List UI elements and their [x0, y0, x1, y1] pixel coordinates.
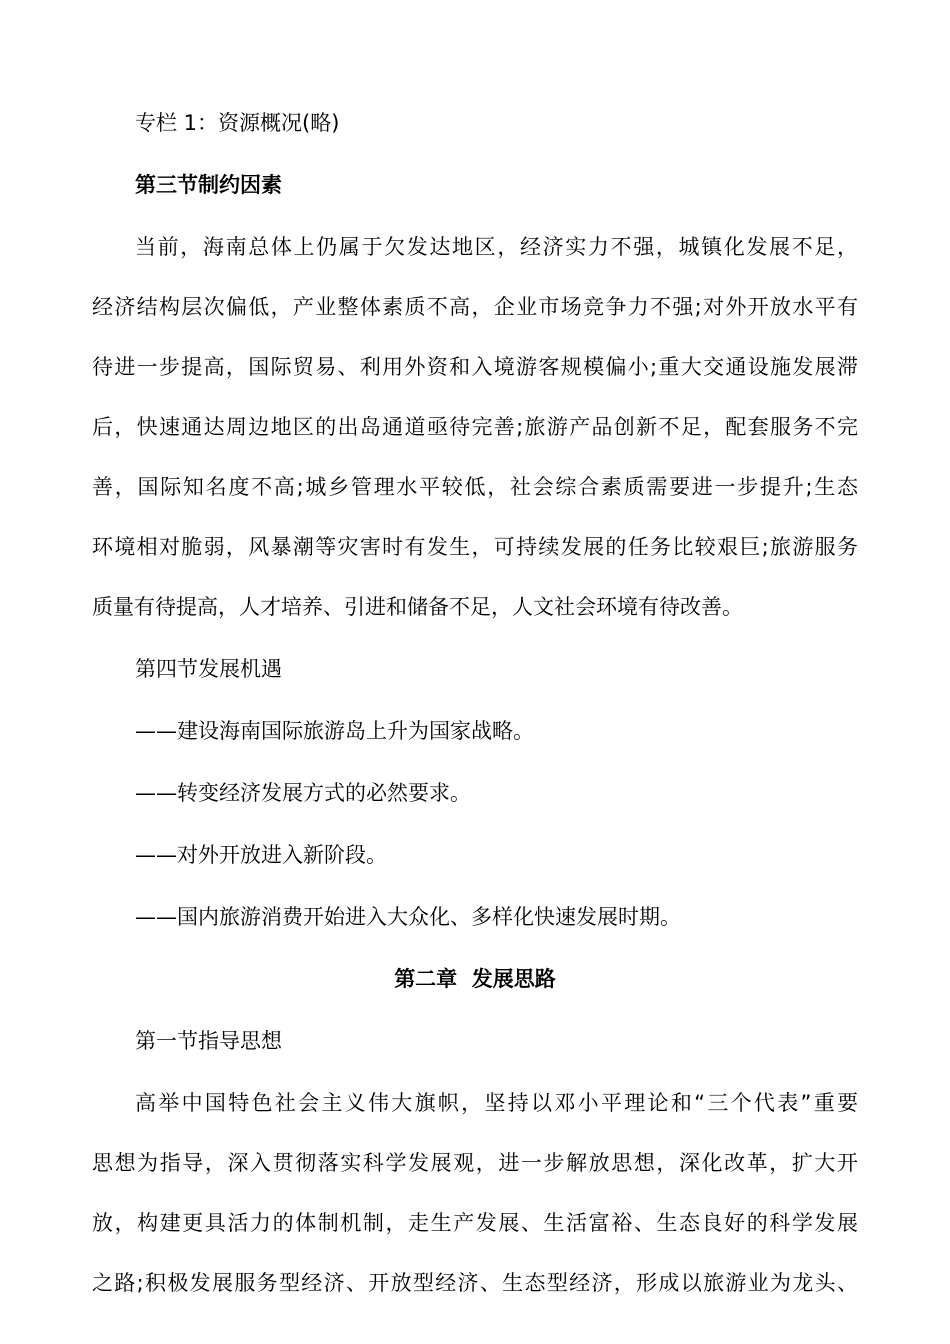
column-note: 专栏 1：资源概况(略)	[135, 111, 340, 135]
paragraph-line: 放，构建更具活力的体制机制，走生产发展、生活富裕、生态良好的科学发展	[92, 1211, 858, 1235]
opportunity-item: ——转变经济发展方式的必然要求。	[135, 781, 471, 805]
guiding-ideology-paragraph	[92, 1085, 858, 1301]
paragraph-line: 善，国际知名度不高;城乡管理水平较低，社会综合素质需要进一步提升;生态	[92, 475, 858, 499]
section-1-title: 第一节指导思想	[135, 1029, 282, 1053]
paragraph-line: 高举中国特色社会主义伟大旗帜，坚持以邓小平理论和“三个代表”重要	[135, 1091, 858, 1115]
section-3-paragraph	[92, 229, 858, 625]
opportunity-item: ——建设海南国际旅游岛上升为国家战略。	[135, 719, 534, 743]
paragraph-line: 环境相对脆弱，风暴潮等灾害时有发生，可持续发展的任务比较艰巨;旅游服务	[92, 535, 858, 559]
section-3-title: 第三节制约因素	[135, 173, 282, 197]
chapter-2-title: 第二章 发展思路	[394, 967, 556, 991]
section-4-title: 第四节发展机遇	[135, 657, 282, 681]
paragraph-line: 之路;积极发展服务型经济、开放型经济、生态型经济，形成以旅游业为龙头、	[92, 1271, 858, 1295]
paragraph-line: 经济结构层次偏低，产业整体素质不高，企业市场竞争力不强;对外开放水平有	[92, 295, 858, 319]
paragraph-line: 待进一步提高，国际贸易、利用外资和入境游客规模偏小;重大交通设施发展滞	[92, 355, 858, 379]
paragraph-line: 质量有待提高，人才培养、引进和储备不足，人文社会环境有待改善。	[92, 595, 743, 619]
paragraph-line: 当前，海南总体上仍属于欠发达地区，经济实力不强，城镇化发展不足，	[135, 235, 858, 259]
opportunity-item: ——对外开放进入新阶段。	[135, 843, 387, 867]
paragraph-line: 后，快速通达周边地区的出岛通道亟待完善;旅游产品创新不足，配套服务不完	[92, 415, 858, 439]
document-page	[92, 105, 858, 1301]
paragraph-line: 思想为指导，深入贯彻落实科学发展观，进一步解放思想，深化改革，扩大开	[92, 1151, 858, 1175]
opportunity-item: ——国内旅游消费开始进入大众化、多样化快速发展时期。	[135, 905, 681, 929]
